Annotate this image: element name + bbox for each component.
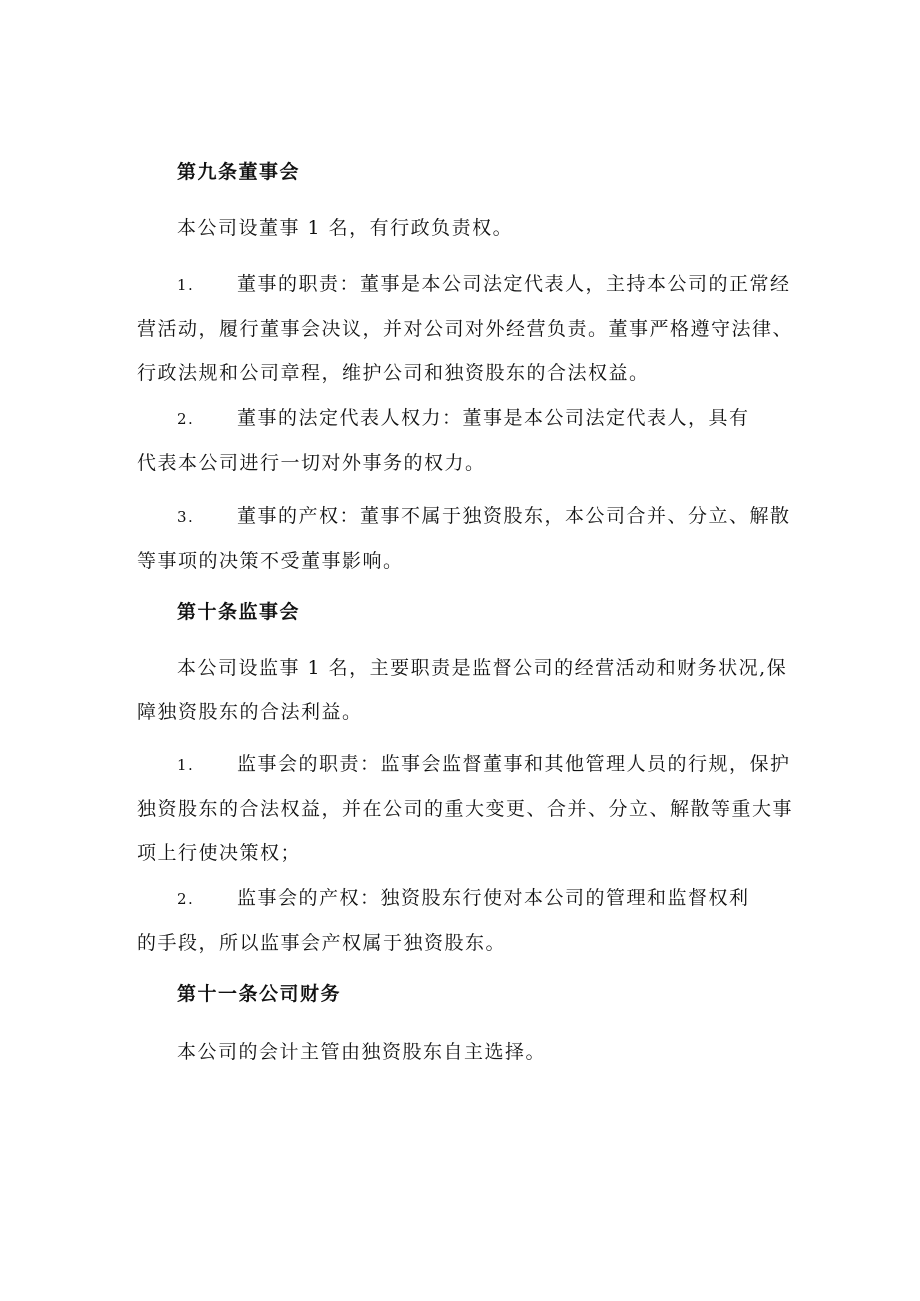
item-text-continued: 独资股东的合法权益，并在公司的重大变更、合并、分立、解散等重大事项上行使决策权； <box>137 798 794 864</box>
item-text-first-line: 监事会的职责：监事会监督董事和其他管理人员的行规，保护 <box>237 753 791 775</box>
section-heading-11: 第十一条公司财务 <box>177 983 342 1005</box>
item-number: 2. <box>177 410 195 428</box>
item-text-first-line: 董事的产权：董事不属于独资股东，本公司合并、分立、解散 <box>237 505 791 527</box>
list-item <box>137 494 797 583</box>
section-heading-9: 第九条董事会 <box>177 161 301 183</box>
list-item <box>137 742 797 875</box>
item-text-first-line: 董事的法定代表人权力：董事是本公司法定代表人，具有 <box>237 407 750 429</box>
section-heading-10: 第十条监事会 <box>177 601 301 623</box>
section-intro-10: 本公司设监事 1 名，主要职责是监督公司的经营活动和财务状况,保障独资股东的合法利益。 <box>137 657 788 723</box>
item-text-continued: 代表本公司进行一切对外事务的权力。 <box>137 452 486 474</box>
item-text-first-line: 监事会的产权：独资股东行使对本公司的管理和监督权利 <box>237 887 750 909</box>
item-number: 2. <box>177 890 195 908</box>
item-number: 1. <box>177 276 195 294</box>
item-text-continued: 等事项的决策不受董事影响。 <box>137 550 404 572</box>
item-number: 1. <box>177 756 195 774</box>
section-intro-11: 本公司的会计主管由独资股东自主选择。 <box>177 1041 547 1063</box>
item-text-continued: 的手段，所以监事会产权属于独资股东。 <box>137 932 507 954</box>
list-item <box>137 262 797 395</box>
item-text-first-line: 董事的职责：董事是本公司法定代表人，主持本公司的正常经 <box>237 273 791 295</box>
item-number: 3. <box>177 508 195 526</box>
list-item <box>137 876 797 965</box>
section-intro-9: 本公司设董事 1 名，有行政负责权。 <box>177 217 514 239</box>
list-item <box>137 396 797 485</box>
item-text-continued: 营活动，履行董事会决议，并对公司对外经营负责。董事严格遵守法律、行政法规和公司章程，维护公司和独资股东的合法权益。 <box>137 318 794 384</box>
